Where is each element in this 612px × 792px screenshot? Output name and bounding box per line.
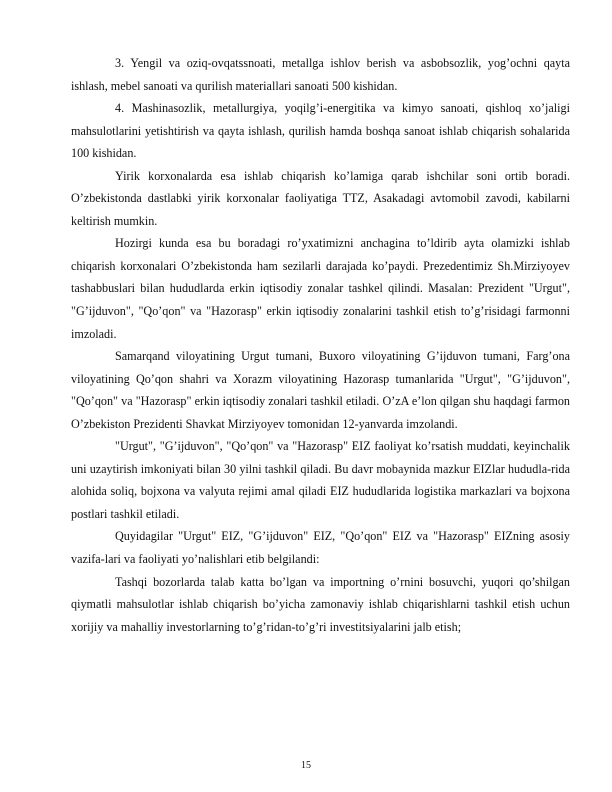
page-body: [71, 52, 570, 638]
paragraph-eiz-duration: "Urgut", "G’ijduvon", "Qo’qon" va "Hazorasp" EIZ faoliyat ko’rsatish muddati, keyinchalik uni uzaytirish imkoniyati bilan 30 yilni tashkil qiladi. Bu davr mobaynida mazkur EIZlar hududla-rida alohida soliq, bojxona va valyuta rejimi amal qiladi EIZ hududlarida logistika markazlari va bojxona postlari tashkil etiladi.: [71, 439, 570, 521]
paragraph-light-industry: 3. Yengil va oziq-ovqatssnoati, metallga ishlov berish va asbobsozlik, yog’ochni qayta ishlash, mebel sanoati va qurilish materiallari sanoati 500 kishidan.: [71, 56, 570, 93]
page-number: 15: [301, 760, 311, 771]
paragraph-investment: Tashqi bozorlarda talab katta bo’lgan va importning o’rnini bosuvchi, yuqori qo’shilgan qiymatli mahsulotlar ishlab chiqarish bo’yicha zamonaviy ishlab chiqarishlarni tashkil etish uchun xorijiy va mahalliy investorlarning to’g’ridan-to’g’ri investitsiyalarini jalb etish;: [71, 574, 570, 634]
paragraph-large-enterprises: Yirik korxonalarda esa ishlab chiqarish ko’lamiga qarab ishchilar soni ortib boradi. O’zbekistonda dastlabki yirik korxonalar faoliyatiga TTZ, Asakadagi avtomobil zavodi, kabilarni keltirish mumkin.: [71, 168, 570, 228]
paragraph-machine-building: 4. Mashinasozlik, metallurgiya, yoqilg’i-energitika va kimyo sanoati, qishloq xo’jaligi mahsulotlarini yetishtirish va qayta ishlash, qurilish hamda boshqa sanoat ishlab chiqarish sohalarida 100 kishidan.: [71, 101, 570, 161]
paragraph-regions: Samarqand viloyatining Urgut tumani, Buxoro viloyatining G’ijduvon tumani, Farg’ona viloyatining Qo’qon shahri va Xorazm viloyatining Hazorasp tumanlarida "Urgut", "G’ijduvon", "Qo’qon" va "Hazorasp" erkin iqtisodiy zonalari tashkil etiladi. O’zA e’lon qilgan shu haqdagi farmon O’zbekiston Prezidenti Shavkat Mirziyoyev tomonidan 12-yanvarda imzolandi.: [71, 349, 570, 431]
paragraph-free-economic-zones: Hozirgi kunda esa bu boradagi ro’yxatimizni anchagina to’ldirib ayta olamizki ishlab chiqarish korxonalari O’zbekistonda ham sezilarli darajada ko’paydi. Prezedentimiz Sh.Mirziyoyev tashabbuslari bilan hududlarda erkin iqtisodiy zonalar tashkel qilindi. Masalan: Prezident "Urgut", "G’ijduvon", "Qo’qon" va "Hazorasp" erkin iqtisodiy zonalarini tashkil etish to’g’risidagi farmonni imzoladi.: [71, 236, 570, 341]
paragraph-eiz-tasks: Quyidagilar "Urgut" EIZ, "G’ijduvon" EIZ, "Qo’qon" EIZ va "Hazorasp" EIZning asosiy vazifa-lari va faoliyati yo’nalishlari etib belgilandi:: [71, 529, 570, 567]
